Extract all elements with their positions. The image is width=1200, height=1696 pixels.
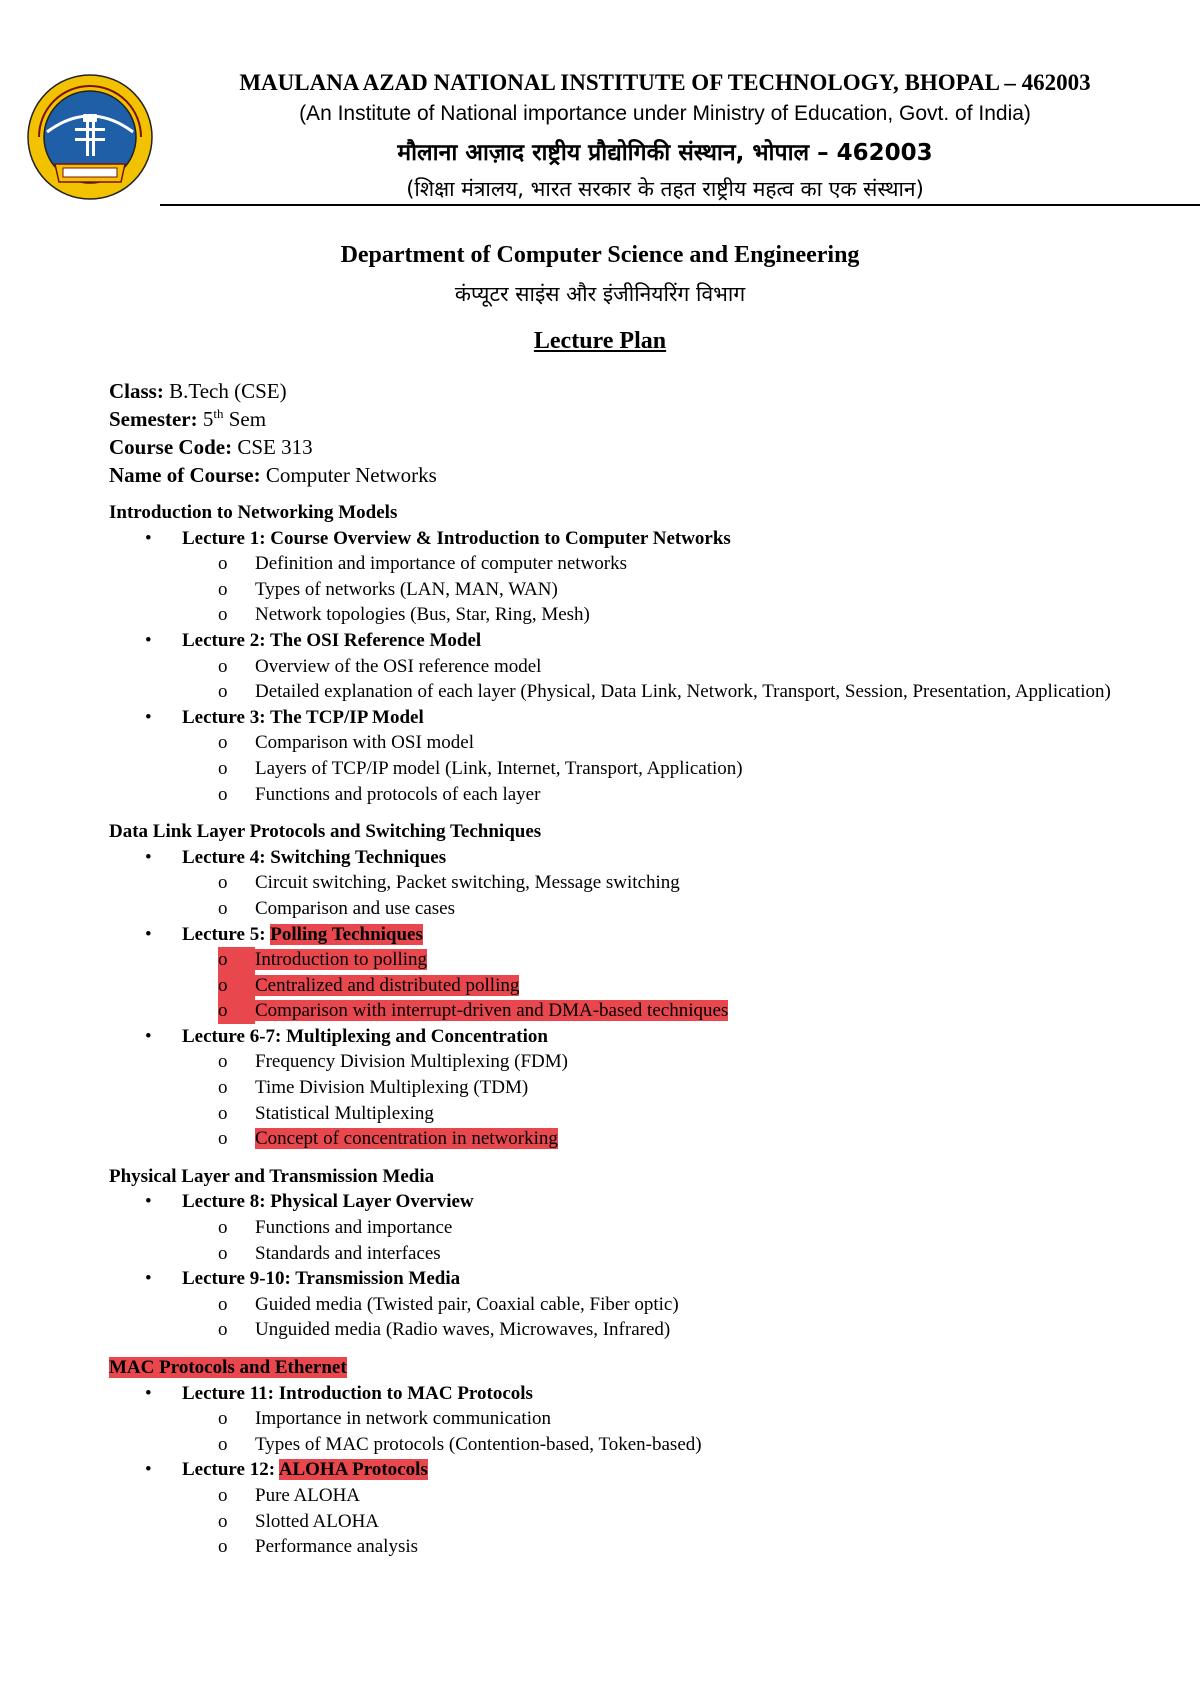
subtopic-text: Comparison and use cases [255,897,455,919]
circle-bullet-icon: o [218,1242,228,1264]
circle-bullet-icon: o [218,783,228,805]
institute-name-hindi: मौलाना आज़ाद राष्ट्रीय प्रौद्योगिकी संस्थान, भोपाल – 462003 [397,140,933,166]
section-title: Physical Layer and Transmission Media [109,1165,435,1187]
lecture-heading [182,922,1169,948]
circle-bullet-icon: o [218,553,228,575]
lecture-topic: Transmission Media [295,1268,461,1290]
subtopic-item [182,1292,1169,1318]
lecture-list [109,526,1169,808]
lecture-item [109,1266,1169,1343]
subtopic-text: Overview of the OSI reference model [255,655,542,677]
subtopic-row [182,973,1169,999]
lecture-subtopics [182,1406,1169,1457]
subtopic-text: Performance analysis [255,1536,419,1558]
semester-label: Semester: [109,407,198,431]
lecture-item [109,922,1169,1024]
subtopic-row [182,1075,1169,1101]
section-heading [109,1355,1169,1381]
lecture-subtopics [182,1292,1169,1343]
lecture-item [109,1024,1169,1152]
subtopic-text: Circuit switching, Packet switching, Message switching [255,872,680,894]
circle-bullet-icon: o [218,947,255,973]
lecture-heading [182,705,1169,731]
subtopic-item [182,551,1169,577]
lecture-list [109,1381,1169,1560]
page-title: Lecture Plan [533,328,667,354]
course-name-value: Computer Networks [265,463,437,487]
circle-bullet-icon: o [218,757,228,779]
lecture-subtopics [182,1049,1169,1151]
lecture-item [109,1381,1169,1458]
circle-bullet-icon: o [218,1433,228,1455]
course-code-label: Course Code: [109,435,233,459]
subtopic-text: Network topologies (Bus, Star, Ring, Mesh) [255,604,590,626]
lecture-topic: Course Overview & Introduction to Computer Networks [270,527,731,549]
circle-bullet-icon: o [218,1102,228,1124]
subtopic-row [182,1406,1169,1432]
lecture-topic: Multiplexing and Concentration [286,1025,548,1047]
subtopic-text: Comparison with interrupt-driven and DMA-based techniques [255,1000,729,1022]
subtopic-item [182,973,1169,999]
lecture-number: Lecture 5: [182,923,271,945]
bullet-icon: • [145,1459,152,1481]
circle-bullet-icon: o [218,1077,228,1099]
lecture-topic: The OSI Reference Model [269,629,482,651]
section-title: MAC Protocols and Ethernet [109,1357,347,1378]
subtopic-item [182,1317,1169,1343]
circle-bullet-icon: o [218,973,255,999]
circle-bullet-icon: o [218,872,228,894]
subtopic-item [182,602,1169,628]
semester-number: 5 [202,407,214,431]
lecture-heading [182,1189,1169,1215]
course-info [109,377,437,489]
circle-bullet-icon: o [218,1510,228,1532]
lecture-topic: Introduction to MAC Protocols [278,1382,533,1404]
class-label: Class: [109,379,164,403]
circle-bullet-icon: o [218,1319,228,1341]
subtopic-row [182,551,1169,577]
subtopic-item [182,654,1169,680]
lecture-item [109,1189,1169,1266]
subtopic-row [182,896,1169,922]
institute-name-english: MAULANA AZAD NATIONAL INSTITUTE OF TECHNOLOGY, BHOPAL – 462003 [239,70,1091,95]
subtopic-text: Definition and importance of computer networks [255,553,627,575]
department-name-hindi: कंप्यूटर साइंस और इंजीनियरिंग विभाग [454,282,746,306]
lecture-heading [182,1457,1169,1483]
lecture-outline [109,500,1169,1572]
subtopic-row [182,1126,1169,1152]
lecture-topic: ALOHA Protocols [278,1459,428,1481]
semester-row [109,405,437,433]
subtopic-item [182,1534,1169,1560]
subtopic-item [182,1126,1169,1152]
lecture-subtopics [182,551,1169,628]
lecture-heading [182,628,1169,654]
subtopic-row [182,870,1169,896]
lecture-subtopics [182,947,1169,1024]
subtopic-text: Detailed explanation of each layer (Physical, Data Link, Network, Transport, Session, Presentation, Application) [255,681,1111,703]
lecture-topic: The TCP/IP Model [269,706,424,728]
subtopic-item [182,998,1169,1024]
course-code-row [109,433,437,461]
lecture-heading [182,1266,1169,1292]
lecture-number: Lecture 12: [182,1459,279,1481]
subtopic-text: Layers of TCP/IP model (Link, Internet, Transport, Application) [255,757,743,779]
course-name-label: Name of Course: [109,463,261,487]
lecture-heading [182,526,1169,552]
circle-bullet-icon: o [218,1293,228,1315]
lecture-heading [182,1024,1169,1050]
class-value: B.Tech (CSE) [169,379,287,403]
subtopic-row [182,730,1169,756]
class-row [109,377,437,405]
subtopic-row [182,1049,1169,1075]
circle-bullet-icon: o [218,897,228,919]
subtopic-text: Guided media (Twisted pair, Coaxial cable, Fiber optic) [255,1293,679,1315]
subtopic-row [182,1317,1169,1343]
subtopic-row [182,679,1169,705]
subtopic-text: Functions and protocols of each layer [255,783,541,805]
subtopic-row [182,756,1169,782]
subtopic-item [182,577,1169,603]
subtopic-text: Types of MAC protocols (Contention-based, Token-based) [255,1433,702,1455]
subtopic-row [182,1432,1169,1458]
institute-subtitle-hindi: (शिक्षा मंत्रालय, भारत सरकार के तहत राष्ट्रीय महत्व का एक संस्थान) [406,177,924,201]
subtopic-row [182,1101,1169,1127]
bullet-icon: • [145,1268,152,1290]
subtopic-text: Time Division Multiplexing (TDM) [255,1077,529,1099]
lecture-number: Lecture 4: [182,846,271,868]
circle-bullet-icon: o [218,1051,228,1073]
subtopic-item [182,896,1169,922]
section-title: Data Link Layer Protocols and Switching Techniques [109,821,542,843]
lecture-topic: Physical Layer Overview [270,1191,474,1213]
subtopic-row [182,782,1169,808]
subtopic-text: Functions and importance [255,1217,453,1239]
subtopic-item [182,1215,1169,1241]
bullet-icon: • [145,846,152,868]
circle-bullet-icon: o [218,604,228,626]
subtopic-text: Introduction to polling [255,949,428,971]
bullet-icon: • [145,1191,152,1213]
section-heading [109,819,1169,845]
bullet-icon: • [145,1382,152,1404]
subtopic-row [182,1241,1169,1267]
semester-ordinal: th [213,406,224,421]
department-name-english: Department of Computer Science and Engineering [340,242,860,268]
circle-bullet-icon: o [218,1408,228,1430]
lecture-number: Lecture 8: [182,1191,271,1213]
subtopic-item [182,1432,1169,1458]
circle-bullet-icon: o [218,578,228,600]
subtopic-item [182,1075,1169,1101]
course-name-row [109,461,437,489]
lecture-subtopics [182,1215,1169,1266]
institute-logo [25,72,155,202]
subtopic-text: Pure ALOHA [255,1484,361,1506]
subtopic-text: Frequency Division Multiplexing (FDM) [255,1051,568,1073]
subtopic-text: Concept of concentration in networking [255,1128,558,1150]
lecture-heading [182,845,1169,871]
subtopic-row [182,577,1169,603]
subtopic-text: Types of networks (LAN, MAN, WAN) [255,578,558,600]
subtopic-item [182,1406,1169,1432]
course-code-value: CSE 313 [237,435,313,459]
lecture-item [109,845,1169,922]
bullet-icon: • [145,629,152,651]
lecture-item [109,705,1169,807]
semester-suffix: Sem [228,407,267,431]
subtopic-row [182,1292,1169,1318]
subtopic-item [182,1049,1169,1075]
subtopic-text: Slotted ALOHA [255,1510,380,1532]
bullet-icon: • [145,527,152,549]
lecture-topic: Polling Techniques [270,923,423,945]
lecture-subtopics [182,654,1169,705]
institute-subtitle-english: (An Institute of National importance under Ministry of Education, Govt. of India) [299,102,1031,125]
lecture-subtopics [182,870,1169,921]
subtopic-text: Comparison with OSI model [255,732,475,754]
subtopic-row [182,1483,1169,1509]
lecture-list [109,1189,1169,1343]
lecture-number: Lecture 11: [182,1382,279,1404]
subtopic-row [182,947,1169,973]
header-divider [160,204,1200,206]
subtopic-item [182,1509,1169,1535]
lecture-subtopics [182,730,1169,807]
circle-bullet-icon: o [218,998,255,1024]
subtopic-row [182,602,1169,628]
circle-bullet-icon: o [218,732,228,754]
lecture-number: Lecture 3: [182,706,270,728]
lecture-list [109,845,1169,1152]
lecture-number: Lecture 1: [182,527,271,549]
circle-bullet-icon: o [218,1484,228,1506]
circle-bullet-icon: o [218,1217,228,1239]
lecture-topic: Switching Techniques [270,846,447,868]
subtopic-row [182,1509,1169,1535]
subtopic-item [182,782,1169,808]
circle-bullet-icon: o [218,1128,228,1150]
lecture-number: Lecture 6-7: [182,1025,287,1047]
subtopic-text: Statistical Multiplexing [255,1102,434,1124]
lecture-item [109,526,1169,628]
subtopic-row [182,998,1169,1024]
bullet-icon: • [145,706,152,728]
subtopic-item [182,870,1169,896]
subtopic-item [182,1101,1169,1127]
subtopic-item [182,679,1169,705]
circle-bullet-icon: o [218,1536,228,1558]
subtopic-item [182,947,1169,973]
subtopic-item [182,1241,1169,1267]
circle-bullet-icon: o [218,655,228,677]
lecture-subtopics [182,1483,1169,1560]
subtopic-item [182,1483,1169,1509]
subtopic-item [182,730,1169,756]
subtopic-row [182,654,1169,680]
subtopic-text: Standards and interfaces [255,1242,441,1264]
subtopic-item [182,756,1169,782]
lecture-number: Lecture 2: [182,629,270,651]
lecture-item [109,1457,1169,1559]
section-heading [109,1164,1169,1190]
subtopic-text: Importance in network communication [255,1408,551,1430]
subtopic-text: Centralized and distributed polling [255,974,520,996]
section-title: Introduction to Networking Models [109,502,398,523]
lecture-item [109,628,1169,705]
subtopic-text: Unguided media (Radio waves, Microwaves, Infrared) [255,1319,671,1341]
lecture-heading [182,1381,1169,1407]
lecture-number: Lecture 9-10: [182,1268,296,1290]
bullet-icon: • [145,923,152,945]
subtopic-row [182,1534,1169,1560]
circle-bullet-icon: o [218,681,228,703]
section-heading [109,500,1169,526]
subtopic-row [182,1215,1169,1241]
bullet-icon: • [145,1025,152,1047]
